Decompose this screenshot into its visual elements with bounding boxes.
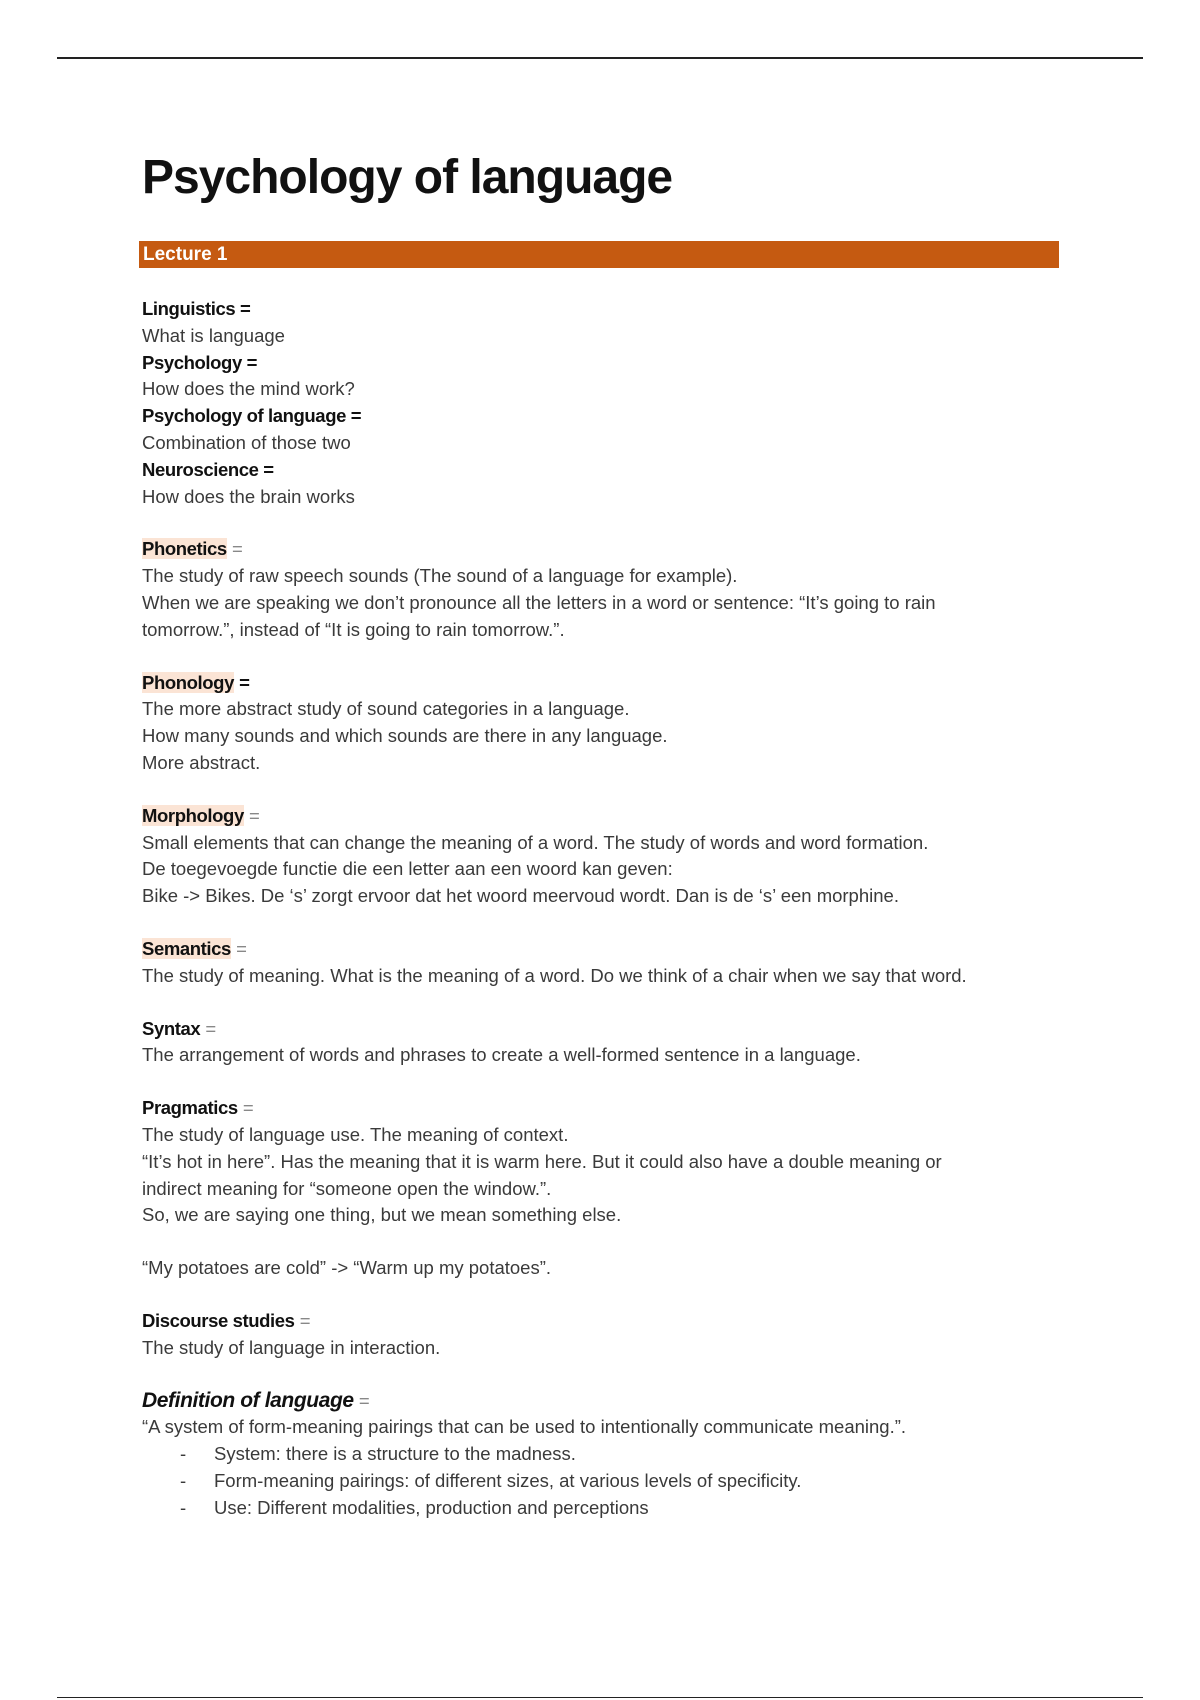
text-line: The more abstract study of sound categories in a language. [142, 698, 630, 720]
text-line: How many sounds and which sounds are there in any language. [142, 725, 668, 747]
text-line: The study of raw speech sounds (The sound of a language for example). [142, 565, 738, 587]
text-line: tomorrow.”, instead of “It is going to rain tomorrow.”. [142, 618, 565, 640]
list-item: - System: there is a structure to the madness. [142, 1441, 1072, 1468]
text-line: The study of language in interaction. [142, 1336, 441, 1358]
section-semantics [142, 936, 1072, 990]
definition-bullets [142, 1441, 1072, 1521]
list-item: - Use: Different modalities, production and perceptions [142, 1495, 1072, 1522]
section-definition-of-language [142, 1388, 1072, 1522]
equals-sign: = [226, 538, 243, 560]
text-line: The study of meaning. What is the meaning of a word. Do we think of a chair when we say that word. [142, 964, 967, 986]
text-line: “It’s hot in here”. Has the meaning that it is warm here. But it could also have a double meaning or [142, 1150, 942, 1172]
text-line: When we are speaking we don’t pronounce all the letters in a word or sentence: “It’s going to rain [142, 591, 936, 613]
basic-definitions [142, 296, 1072, 510]
equals-sign: = [237, 1097, 254, 1119]
term-neuroscience: Neuroscience = [142, 458, 274, 480]
text-line: So, we are saying one thing, but we mean something else. [142, 1204, 622, 1226]
section-pragmatics [142, 1095, 1072, 1282]
equals-sign: = [243, 804, 260, 826]
term-phonetics: Phonetics [142, 538, 227, 560]
section-phonetics [142, 536, 1072, 643]
section-phonology [142, 670, 1072, 777]
equals-sign: = [230, 937, 247, 959]
section-morphology [142, 803, 1072, 910]
term-linguistics: Linguistics = [142, 298, 251, 319]
document-body [142, 296, 1072, 1521]
definition-quote: “A system of form-meaning pairings that can be used to intentionally communicate meaning.”. [142, 1416, 907, 1438]
term-pragmatics: Pragmatics [142, 1097, 238, 1119]
desc-psychology: How does the mind work? [142, 378, 355, 400]
desc-neuroscience: How does the brain works [142, 485, 355, 507]
top-rule [57, 57, 1143, 59]
pragmatics-example: “My potatoes are cold” -> “Warm up my potatoes”. [142, 1257, 552, 1279]
section-discourse-studies [142, 1308, 1072, 1362]
term-psychology: Psychology = [142, 351, 257, 373]
desc-linguistics: What is language [142, 324, 285, 346]
equals-sign: = [200, 1017, 217, 1039]
term-syntax: Syntax [142, 1017, 201, 1039]
bottom-rule [57, 1697, 1143, 1698]
equals-sign: = [233, 671, 250, 693]
equals-sign: = [294, 1309, 311, 1331]
text-line: The study of language use. The meaning of context. [142, 1123, 569, 1145]
term-phonology: Phonology [142, 671, 234, 693]
document-title: Psychology of language [142, 151, 673, 204]
term-definition-of-language: Definition of language [142, 1388, 354, 1412]
text-line: De toegevoegde functie die een letter aan een woord kan geven: [142, 858, 673, 880]
lecture-heading: Lecture 1 [139, 241, 1059, 268]
term-morphology: Morphology [142, 804, 244, 826]
text-line: The arrangement of words and phrases to create a well-formed sentence in a language. [142, 1044, 861, 1066]
list-item: - Form-meaning pairings: of different sizes, at various levels of specificity. [142, 1468, 1072, 1495]
term-semantics: Semantics [142, 937, 231, 959]
equals-sign: = [353, 1389, 370, 1411]
text-line: Small elements that can change the meaning of a word. The study of words and word formation. [142, 831, 929, 853]
term-discourse-studies: Discourse studies [142, 1309, 295, 1331]
desc-psychology-of-language: Combination of those two [142, 431, 351, 453]
text-line: indirect meaning for “someone open the window.”. [142, 1177, 552, 1199]
text-line: Bike -> Bikes. De ‘s’ zorgt ervoor dat het woord meervoud wordt. Dan is de ‘s’ een morphine. [142, 885, 899, 907]
section-syntax [142, 1016, 1072, 1070]
text-line: More abstract. [142, 751, 261, 773]
term-psychology-of-language: Psychology of language = [142, 405, 362, 427]
